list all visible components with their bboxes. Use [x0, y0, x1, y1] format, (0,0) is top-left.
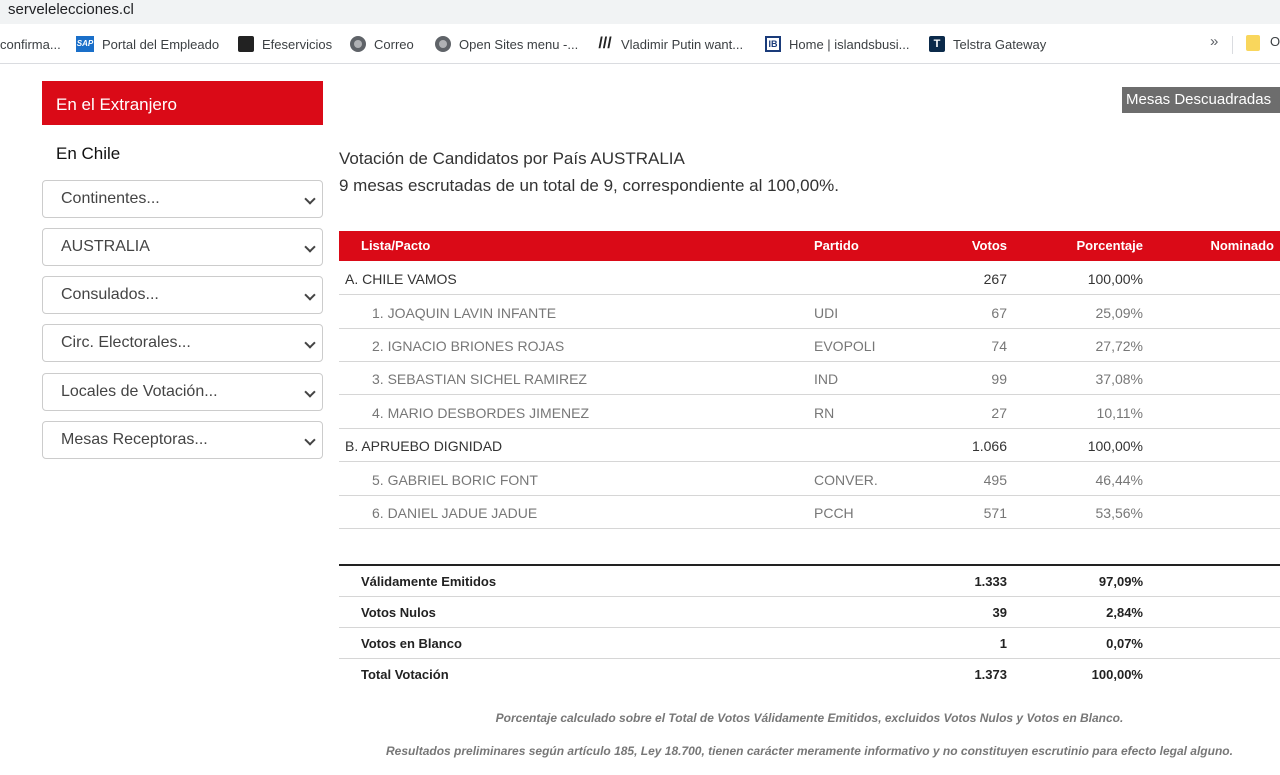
table-header: [339, 231, 1280, 261]
bookmark-confirma[interactable]: [0, 34, 61, 54]
votes-cell: 27: [991, 405, 1007, 421]
percent-cell: 100,00%: [1087, 271, 1143, 287]
footnote-porcentaje: Porcentaje calculado sobre el Total de Votos Válidamente Emitidos, excluidos Votos Nulos y Votos en Blanco.: [495, 711, 1124, 725]
percent-cell: 100,00%: [1087, 438, 1143, 454]
bookmark-label: Home | islandsbusi...: [789, 36, 910, 52]
percent-cell: 2,84%: [1106, 605, 1143, 620]
candidate-name: 2. IGNACIO BRIONES ROJAS: [372, 338, 565, 354]
bookmark-correo[interactable]: [350, 34, 414, 54]
summary-row-blanco: [339, 628, 1280, 659]
bookmark-efeservicios[interactable]: [238, 34, 332, 54]
url-text[interactable]: servelelecciones.cl: [8, 1, 134, 18]
column-header-votos: Votos: [971, 238, 1007, 253]
votes-cell: 495: [983, 472, 1007, 488]
percent-cell: 53,56%: [1095, 505, 1143, 521]
globe-icon: [435, 36, 451, 52]
percent-cell: 46,44%: [1095, 472, 1143, 488]
summary-label: Total Votación: [361, 667, 449, 682]
summary-row-nulos: [339, 597, 1280, 628]
chevron-down-icon: [304, 386, 315, 397]
bookmark-label: Vladimir Putin want...: [621, 36, 744, 52]
ib-icon: IB: [765, 36, 781, 52]
bookmark-label: Open Sites menu -...: [459, 36, 579, 52]
votes-cell: 99: [991, 371, 1007, 387]
select-value: AUSTRALIA: [61, 238, 150, 255]
candidate-name: 3. SEBASTIAN SICHEL RAMIREZ: [372, 371, 587, 387]
select-value: Mesas Receptoras...: [61, 431, 208, 448]
bookmark-vladimir-putin[interactable]: [597, 34, 743, 54]
bookmarks-more-button[interactable]: »: [1210, 33, 1219, 50]
votes-cell: 74: [991, 338, 1007, 354]
page-subtitle: 9 mesas escrutadas de un total de 9, correspondiente al 100,00%.: [339, 176, 839, 195]
percent-cell: 100,00%: [1091, 667, 1143, 682]
party-cell: PCCH: [814, 505, 854, 521]
select-value: Consulados...: [61, 286, 159, 303]
column-header-partido: Partido: [814, 238, 859, 253]
table-row: [339, 429, 1280, 462]
percent-cell: 27,72%: [1095, 338, 1143, 354]
continentes-select[interactable]: [42, 180, 323, 218]
summary-label: Votos Nulos: [361, 605, 436, 620]
address-bar[interactable]: [0, 0, 1280, 24]
votes-cell: 1.333: [974, 574, 1007, 589]
percent-cell: 97,09%: [1098, 574, 1143, 589]
votes-cell: 1: [999, 636, 1007, 651]
party-cell: RN: [814, 405, 835, 421]
bookmark-telstra[interactable]: [929, 34, 1046, 54]
candidate-name: 5. GABRIEL BORIC FONT: [372, 472, 538, 488]
percent-cell: 10,11%: [1096, 405, 1143, 421]
bookmark-label: Efeservicios: [262, 36, 333, 52]
bookmark-islandsbusiness[interactable]: [765, 34, 909, 54]
folder-icon[interactable]: [1246, 35, 1260, 51]
votes-cell: 267: [983, 271, 1007, 287]
chevron-down-icon: [304, 434, 315, 445]
summary-row-total: [339, 659, 1280, 690]
chevron-down-icon: [304, 337, 315, 348]
footnote-resultados: Resultados preliminares según artículo 185, Ley 18.700, tienen carácter meramente informativo y no constituyen escrutinio para efecto legal alguno.: [386, 744, 1233, 758]
percent-cell: 0,07%: [1106, 636, 1143, 651]
pais-select[interactable]: [42, 228, 323, 266]
column-header-lista: Lista/Pacto: [361, 238, 431, 253]
bookmark-portal-empleado[interactable]: [76, 34, 219, 54]
bookmark-open-sites[interactable]: [435, 34, 578, 54]
chevron-down-icon: [304, 241, 315, 252]
pact-name: A. CHILE VAMOS: [345, 271, 457, 287]
bookmark-label: Telstra Gateway: [953, 36, 1047, 52]
table-row: [339, 262, 1280, 295]
table-row: [339, 463, 1280, 496]
table-row: [339, 396, 1280, 429]
bookmark-label: Portal del Empleado: [102, 36, 220, 52]
summary-label: Votos en Blanco: [361, 636, 462, 651]
votes-cell: 1.373: [974, 667, 1007, 682]
percent-cell: 25,09%: [1095, 305, 1143, 321]
party-cell: EVOPOLI: [814, 338, 876, 354]
tab-en-el-extranjero[interactable]: En el Extranjero: [42, 81, 323, 125]
bookmarks-bar: [0, 24, 1280, 64]
votes-cell: 39: [992, 605, 1007, 620]
column-header-nominado: Nominado: [1210, 238, 1274, 253]
table-row: [339, 296, 1280, 329]
table-row: [339, 362, 1280, 395]
sap-icon: SAP: [76, 36, 94, 52]
tab-en-chile[interactable]: En Chile: [56, 144, 121, 163]
votes-cell: 67: [991, 305, 1007, 321]
votes-cell: 571: [983, 505, 1007, 521]
circ-electorales-select[interactable]: [42, 324, 323, 362]
select-value: Locales de Votación...: [61, 383, 218, 400]
candidate-name: 4. MARIO DESBORDES JIMENEZ: [372, 405, 590, 421]
globe-icon: [350, 36, 366, 52]
mesas-receptoras-select[interactable]: [42, 421, 323, 459]
bookmark-other-label[interactable]: O: [1270, 34, 1280, 49]
column-header-porcentaje: Porcentaje: [1076, 238, 1143, 253]
page-title: Votación de Candidatos por País AUSTRALIA: [339, 149, 685, 168]
bookmarks-divider: [1232, 36, 1233, 54]
pact-name: B. APRUEBO DIGNIDAD: [345, 438, 503, 454]
news-icon: ///: [598, 35, 612, 52]
telstra-icon: T: [929, 36, 945, 52]
bookmark-label: confirma...: [0, 36, 61, 52]
party-cell: IND: [814, 371, 839, 387]
table-row: [339, 329, 1280, 362]
mesas-descuadradas-button[interactable]: Mesas Descuadradas: [1122, 87, 1280, 113]
consulados-select[interactable]: [42, 276, 323, 314]
summary-row-validos: [339, 566, 1280, 597]
party-cell: CONVER.: [814, 472, 878, 488]
table-row: [339, 496, 1280, 529]
party-cell: UDI: [814, 305, 839, 321]
efe-icon: [238, 36, 254, 52]
chevron-down-icon: [304, 193, 315, 204]
bookmark-label: Correo: [374, 36, 414, 52]
summary-label: Válidamente Emitidos: [361, 574, 497, 589]
chevron-down-icon: [304, 289, 315, 300]
locales-votacion-select[interactable]: [42, 373, 323, 411]
select-value: Circ. Electorales...: [61, 334, 191, 351]
candidate-name: 1. JOAQUIN LAVIN INFANTE: [372, 305, 557, 321]
candidate-name: 6. DANIEL JADUE JADUE: [372, 505, 538, 521]
votes-cell: 1.066: [971, 438, 1007, 454]
select-value: Continentes...: [61, 190, 160, 207]
percent-cell: 37,08%: [1095, 371, 1143, 387]
